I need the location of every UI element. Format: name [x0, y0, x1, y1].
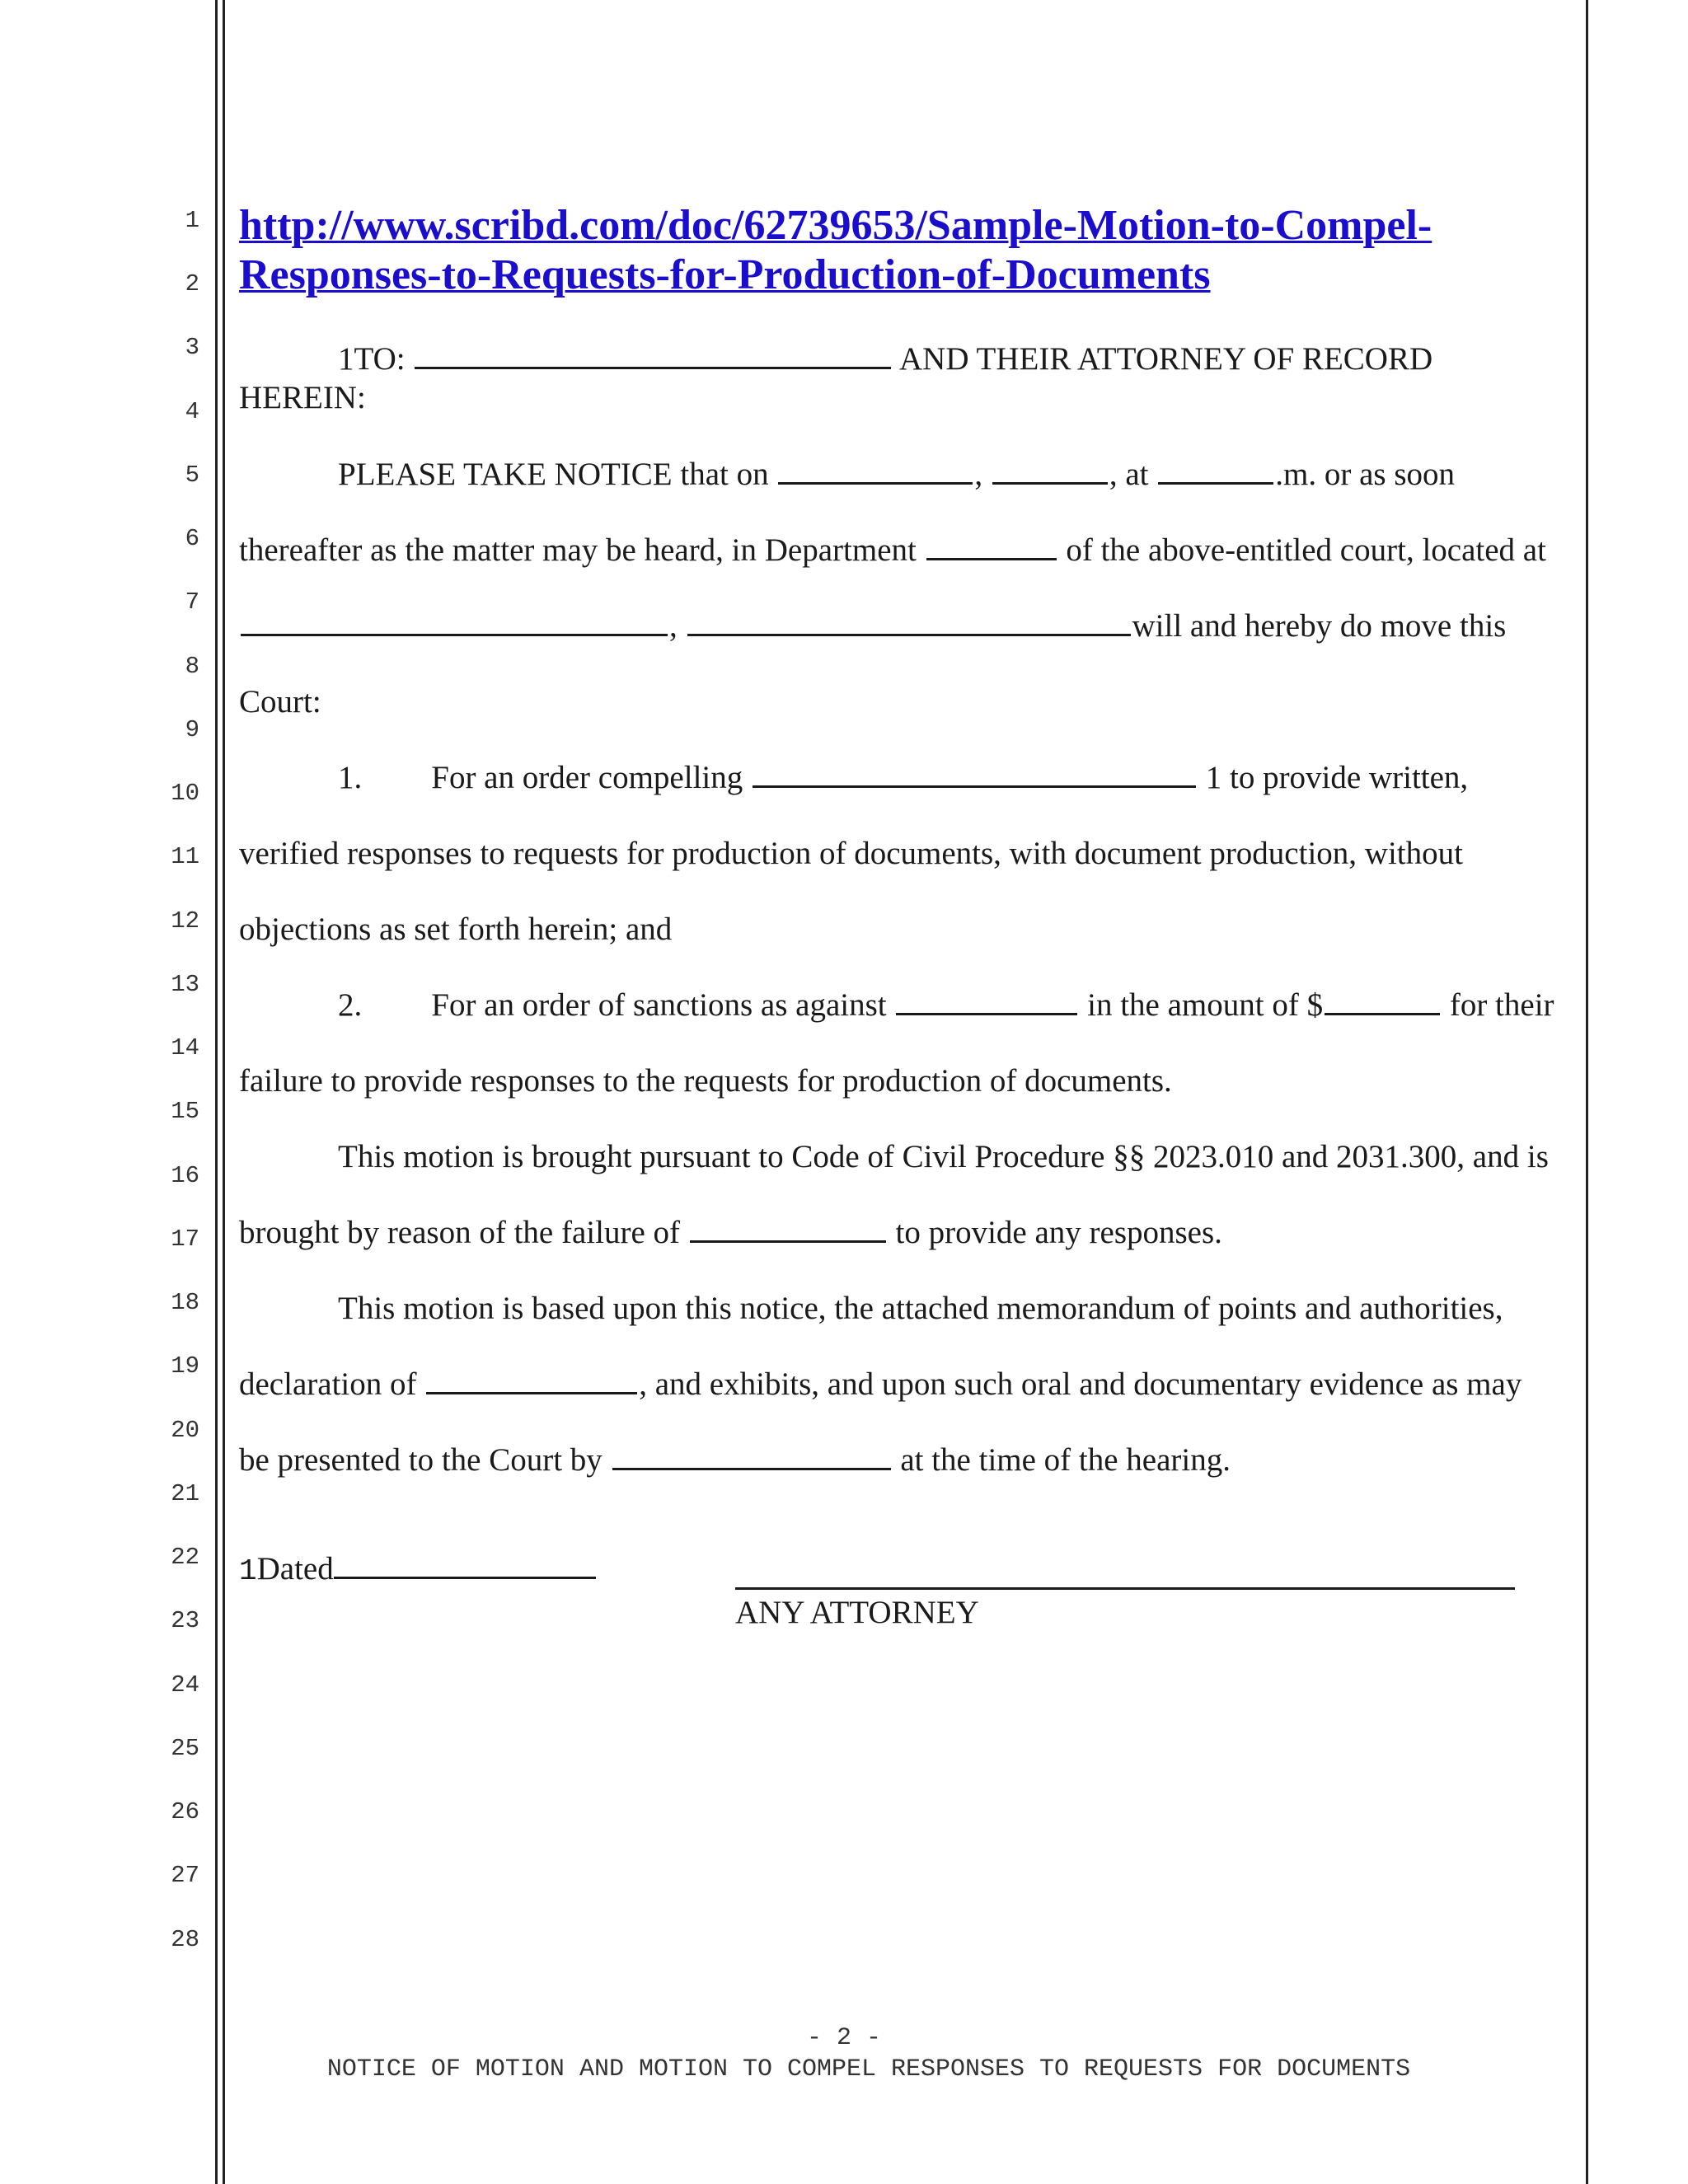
blank-field [334, 1576, 596, 1579]
blank-field [690, 1240, 886, 1243]
item-text: 1 to provide written, [1205, 760, 1469, 795]
court-text: Court: [239, 684, 321, 719]
line-number: 22 [171, 1544, 199, 1571]
notice-to-line [338, 343, 1432, 375]
basis-text: be presented to the Court by [239, 1442, 603, 1478]
dated-line [239, 1553, 598, 1586]
notice-text: of the above-entitled court, located at [1066, 532, 1546, 568]
right-margin-rule [1586, 0, 1588, 2184]
line-number: 23 [171, 1607, 199, 1634]
blank-field [687, 633, 1131, 636]
basis-text: , and exhibits, and upon such oral and documentary evidence as may [639, 1366, 1522, 1402]
notice-text: thereafter as the matter may be heard, in Department [239, 532, 917, 568]
blank-field [1158, 481, 1273, 485]
pleading-line-numbers [157, 0, 199, 2184]
item-1-line-1 [338, 762, 1468, 794]
item-1-line-2: verified responses to requests for production of documents, with document production, without [239, 836, 1463, 871]
authority-text: brought by reason of the failure of [239, 1215, 680, 1250]
line-number: 4 [185, 398, 199, 425]
notice-text: PLEASE TAKE NOTICE that on [338, 457, 769, 492]
notice-paragraph-line-2 [239, 534, 1546, 566]
dated-label: Dated [256, 1551, 334, 1586]
notice-paragraph-line-3 [239, 610, 1506, 642]
item-text: For an order of sanctions as against [431, 987, 887, 1023]
line-number: 12 [171, 907, 199, 935]
left-margin-rule [215, 0, 218, 2184]
blank-field [778, 481, 973, 485]
line-number: 26 [171, 1798, 199, 1825]
item-text: for their [1449, 987, 1554, 1023]
blank-field [753, 785, 1196, 788]
line-number: 15 [171, 1098, 199, 1125]
line-number: 5 [185, 462, 199, 489]
line-number: 17 [171, 1226, 199, 1253]
line-number: 13 [171, 971, 199, 998]
page-number: - 2 - [806, 2024, 881, 2052]
item-number: 1. [338, 760, 363, 795]
line-number: 21 [171, 1480, 199, 1507]
document-body [239, 0, 1582, 2184]
line-number: 14 [171, 1034, 199, 1062]
item-1-line-3: objections as set forth herein; and [239, 912, 673, 947]
blank-field [896, 1012, 1077, 1015]
line-number: 20 [171, 1417, 199, 1444]
signature-line [735, 1587, 1515, 1590]
blank-field [992, 481, 1108, 485]
line-number: 1 [185, 207, 199, 234]
authority-line-2 [239, 1216, 1222, 1249]
line-number: 19 [171, 1352, 199, 1380]
basis-text: declaration of [239, 1366, 417, 1402]
line-number: 28 [171, 1926, 199, 1953]
footer-title: NOTICE OF MOTION AND MOTION TO COMPEL RESPONSES TO REQUESTS FOR DOCUMENTS [326, 2055, 1411, 2083]
blank-field [926, 557, 1057, 560]
notice-paragraph-line-1 [338, 458, 1455, 490]
notice-text: , [669, 608, 678, 644]
source-link-continued[interactable]: Responses-to-Requests-for-Production-of-Documents [239, 251, 1211, 298]
to-suffix: AND THEIR ATTORNEY OF RECORD [898, 341, 1433, 377]
line-number: 25 [171, 1735, 199, 1762]
notice-text: , at [1109, 457, 1149, 492]
line-number: 24 [171, 1671, 199, 1699]
blank-field [426, 1391, 637, 1394]
line-number: 8 [185, 653, 199, 680]
herein-text: HEREIN: [239, 380, 366, 415]
line-number: 27 [171, 1862, 199, 1889]
basis-line-1: This motion is based upon this notice, the attached memorandum of points and authorities, [338, 1291, 1503, 1326]
line-number: 16 [171, 1162, 199, 1189]
blank-field [1325, 1012, 1440, 1015]
notice-text: will and hereby do move this [1132, 608, 1507, 644]
line-number: 10 [171, 780, 199, 807]
left-margin-rule-inner [223, 0, 225, 2184]
item-text: in the amount of $ [1087, 987, 1324, 1023]
line-number: 3 [185, 334, 199, 361]
line-number: 7 [185, 588, 199, 616]
authority-line-1: This motion is brought pursuant to Code of Civil Procedure §§ 2023.010 and 2031.300, and is [338, 1139, 1549, 1174]
basis-line-2 [239, 1368, 1522, 1400]
item-2-line-1 [338, 989, 1554, 1021]
authority-text: to provide any responses. [895, 1215, 1222, 1250]
blank-field [415, 366, 891, 369]
dated-number: 1 [239, 1554, 257, 1588]
item-text: For an order compelling [431, 760, 743, 795]
to-prefix: 1TO: [338, 341, 406, 377]
basis-line-3 [239, 1444, 1231, 1476]
notice-text: .m. or as soon [1275, 457, 1456, 492]
notice-text: , [974, 457, 983, 492]
item-number: 2. [338, 987, 363, 1023]
line-number: 6 [185, 525, 199, 552]
source-link[interactable]: http://www.scribd.com/doc/62739653/Sample-Motion-to-Compel- [239, 202, 1432, 249]
line-number: 9 [185, 716, 199, 743]
item-2-line-2: failure to provide responses to the requests for production of documents. [239, 1063, 1172, 1099]
line-number: 11 [171, 843, 199, 870]
line-number: 18 [171, 1289, 199, 1316]
blank-field [612, 1467, 891, 1470]
blank-field [241, 633, 668, 636]
signer-name: ANY ATTORNEY [735, 1595, 979, 1630]
basis-text: at the time of the hearing. [900, 1442, 1231, 1478]
line-number: 2 [185, 270, 199, 298]
